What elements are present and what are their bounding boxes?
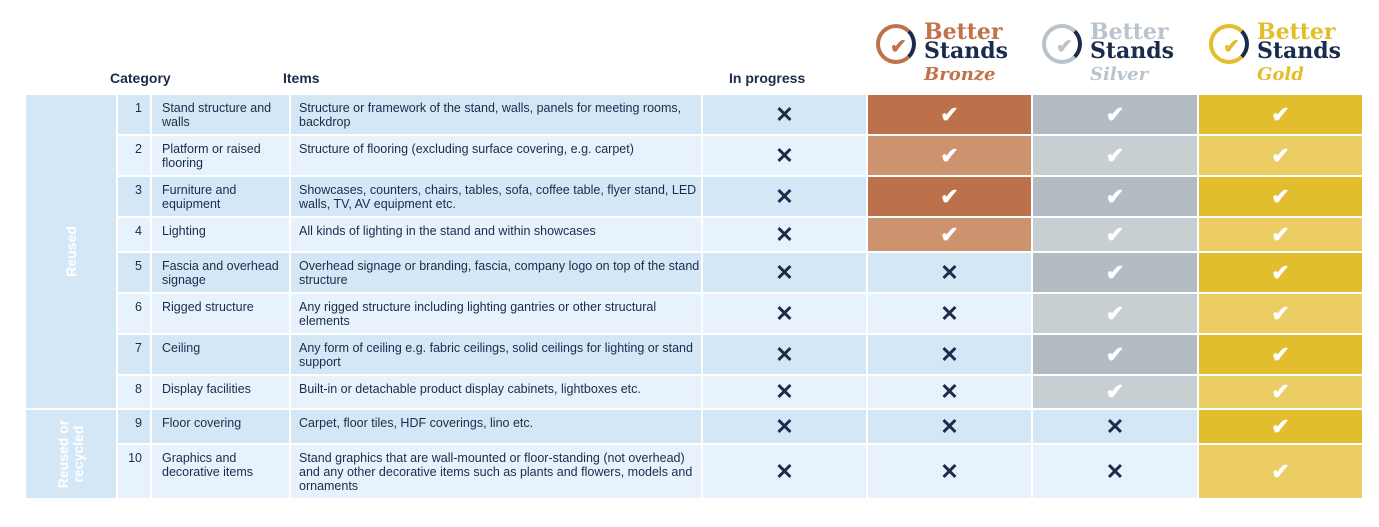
items-description: Overhead signage or branding, fascia, company logo on top of the stand structure — [290, 252, 702, 293]
check-icon: ✔ — [1032, 176, 1198, 217]
cross-icon: ✕ — [702, 94, 867, 135]
cross-icon: ✕ — [702, 252, 867, 293]
row-number: 3 — [117, 176, 151, 217]
category-name: Display facilities — [151, 375, 290, 409]
check-icon: ✔ — [1198, 252, 1363, 293]
logo-stands: Stands — [1257, 38, 1342, 64]
cross-icon: ✕ — [867, 375, 1032, 409]
cross-icon: ✕ — [702, 135, 867, 176]
table-row — [25, 375, 1363, 409]
category-name: Furniture and equipment — [151, 176, 290, 217]
items-description: Structure or framework of the stand, walls, panels for meeting rooms, backdrop — [290, 94, 702, 135]
row-number: 9 — [117, 409, 151, 444]
check-icon: ✔ — [1032, 135, 1198, 176]
group-label: Reused or recycled — [25, 409, 117, 499]
items-description: Stand graphics that are wall-mounted or floor-standing (not overhead) and any other decorative items such as plants and flowers, models and ornaments — [290, 444, 702, 499]
items-description: Structure of flooring (excluding surface covering, e.g. carpet) — [290, 135, 702, 176]
items-description: Carpet, floor tiles, HDF coverings, lino etc. — [290, 409, 702, 444]
cross-icon: ✕ — [702, 176, 867, 217]
row-number: 5 — [117, 252, 151, 293]
cross-icon: ✕ — [867, 334, 1032, 375]
row-number: 10 — [117, 444, 151, 499]
table-row — [25, 176, 1363, 217]
cross-icon: ✕ — [867, 409, 1032, 444]
logo-level: Gold — [1257, 64, 1304, 85]
check-badge-icon: ✔ — [1056, 36, 1073, 58]
cross-icon: ✕ — [702, 375, 867, 409]
group-label: Reused — [25, 94, 117, 409]
category-name: Fascia and overhead signage — [151, 252, 290, 293]
check-icon: ✔ — [1032, 217, 1198, 252]
table-row — [25, 334, 1363, 375]
logo-better: Better — [924, 19, 1003, 45]
category-name: Graphics and decorative items — [151, 444, 290, 499]
cross-icon: ✕ — [867, 293, 1032, 334]
check-icon: ✔ — [867, 135, 1032, 176]
cross-icon: ✕ — [1032, 444, 1198, 499]
better-stands-gold-logo — [1195, 20, 1360, 90]
logo-level: Silver — [1090, 64, 1149, 85]
cross-icon: ✕ — [702, 217, 867, 252]
check-icon: ✔ — [1198, 293, 1363, 334]
logo-level: Bronze — [924, 64, 996, 85]
table-row — [25, 252, 1363, 293]
row-number: 8 — [117, 375, 151, 409]
items-description: Showcases, counters, chairs, tables, sofa, coffee table, flyer stand, LED walls, TV, AV equipment etc. — [290, 176, 702, 217]
category-name: Platform or raised flooring — [151, 135, 290, 176]
check-icon: ✔ — [1198, 409, 1363, 444]
check-icon: ✔ — [1198, 135, 1363, 176]
check-icon: ✔ — [867, 94, 1032, 135]
category-name: Rigged structure — [151, 293, 290, 334]
logo-better: Better — [1090, 19, 1169, 45]
row-number: 4 — [117, 217, 151, 252]
logo-stands: Stands — [1090, 38, 1175, 64]
table-row — [25, 409, 1363, 444]
cross-icon: ✕ — [702, 293, 867, 334]
table-row — [25, 293, 1363, 334]
table-row — [25, 217, 1363, 252]
category-name: Lighting — [151, 217, 290, 252]
cross-icon: ✕ — [1032, 409, 1198, 444]
check-icon: ✔ — [1032, 94, 1198, 135]
table-row — [25, 94, 1363, 135]
better-stands-silver-logo — [1028, 20, 1193, 90]
check-icon: ✔ — [1032, 334, 1198, 375]
category-name: Stand structure and walls — [151, 94, 290, 135]
check-icon: ✔ — [1032, 375, 1198, 409]
logo-better: Better — [1257, 19, 1336, 45]
items-description: All kinds of lighting in the stand and within showcases — [290, 217, 702, 252]
cross-icon: ✕ — [867, 444, 1032, 499]
check-icon: ✔ — [1198, 334, 1363, 375]
row-number: 7 — [117, 334, 151, 375]
check-icon: ✔ — [867, 176, 1032, 217]
items-description: Any rigged structure including lighting gantries or other structural elements — [290, 293, 702, 334]
check-icon: ✔ — [1198, 375, 1363, 409]
category-name: Ceiling — [151, 334, 290, 375]
check-badge-icon: ✔ — [890, 36, 907, 58]
check-icon: ✔ — [867, 217, 1032, 252]
table-row — [25, 135, 1363, 176]
check-icon: ✔ — [1032, 293, 1198, 334]
cross-icon: ✕ — [867, 252, 1032, 293]
check-icon: ✔ — [1032, 252, 1198, 293]
items-description: Built-in or detachable product display cabinets, lightboxes etc. — [290, 375, 702, 409]
check-icon: ✔ — [1198, 444, 1363, 499]
row-number: 6 — [117, 293, 151, 334]
header-category: Category — [110, 70, 171, 86]
check-badge-icon: ✔ — [1223, 36, 1240, 58]
category-name: Floor covering — [151, 409, 290, 444]
cross-icon: ✕ — [702, 409, 867, 444]
certification-table — [24, 93, 1364, 500]
logo-stands: Stands — [924, 38, 1009, 64]
row-number: 2 — [117, 135, 151, 176]
row-number: 1 — [117, 94, 151, 135]
check-icon: ✔ — [1198, 94, 1363, 135]
header-in-progress: In progress — [729, 70, 806, 86]
header-items: Items — [283, 70, 320, 86]
cross-icon: ✕ — [702, 444, 867, 499]
better-stands-bronze-logo — [862, 20, 1027, 90]
items-description: Any form of ceiling e.g. fabric ceilings, solid ceilings for lighting or stand support — [290, 334, 702, 375]
check-icon: ✔ — [1198, 217, 1363, 252]
cross-icon: ✕ — [702, 334, 867, 375]
check-icon: ✔ — [1198, 176, 1363, 217]
table-row — [25, 444, 1363, 499]
